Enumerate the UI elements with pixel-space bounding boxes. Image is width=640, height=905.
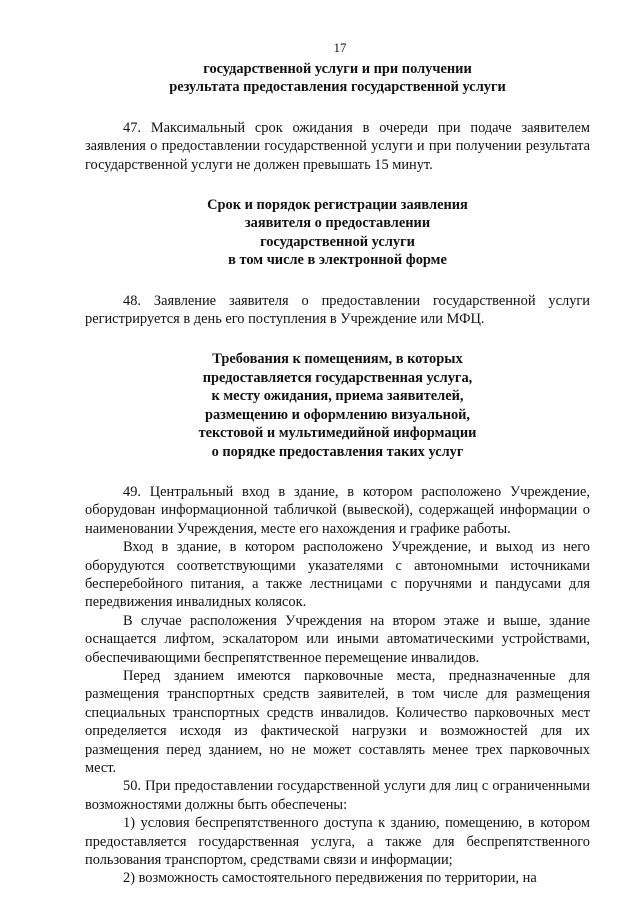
section-heading-continued — [85, 60, 590, 97]
paragraph-50: 50. При предоставлении государственной услуги для лиц с ограниченными возможностями должны быть обеспечены: — [85, 778, 590, 813]
section-heading-premises — [85, 350, 590, 460]
heading-line: Срок и порядок регистрации заявления — [207, 197, 468, 214]
heading-line: государственной услуги и при получении — [203, 61, 472, 77]
heading-line: в том числе в электронной форме — [228, 252, 447, 269]
section-heading-registration — [85, 196, 590, 270]
paragraph-49: 49. Центральный вход в здание, в котором расположено Учреждение, оборудован информационной табличкой (вывеской), содержащей информации о наименовании Учреждения, месте его нахождения и графике работы. — [85, 483, 590, 537]
paragraph-48: 48. Заявление заявителя о предоставлении государственной услуги регистрируется в день его поступления в Учреждение или МФЦ. — [85, 292, 590, 328]
paragraph-49-parking: Перед зданием имеются парковочные места, предназначенные для размещения транспортных средств заявителей, в том числе для размещения специальных транспортных средств инвалидов. Количество парковочных мест определяется исходя из фактической нагрузки и возможностей для их размещения перед зданием, но не может составлять менее трех парковочных мест. — [85, 667, 590, 776]
heading-line: о порядке предоставления таких услуг — [211, 443, 464, 460]
heading-line: размещению и оформлению визуальной, — [204, 406, 471, 423]
heading-line: Требования к помещениям, в которых — [212, 351, 463, 368]
heading-line: текстовой и мультимедийной информации — [198, 425, 477, 442]
page-number: 17 — [333, 40, 347, 55]
paragraph-49-entrance: Вход в здание, в котором расположено Учреждение, и выход из него оборудуются соответствующими указателями с автономными источниками бесперебойного питания, а также лестницами с поручнями и пандусами для передвижения инвалидных колясок. — [85, 539, 590, 611]
paragraph-49-elevator: В случае расположения Учреждения на втором этаже и выше, здание оснащается лифтом, эскалатором или иными автоматическими устройствами, обеспечивающими беспрепятственное перемещение инвалидов. — [85, 612, 590, 666]
paragraph-50-item-2: 2) возможность самостоятельного передвижения по территории, на — [123, 870, 537, 887]
page-content — [85, 60, 590, 888]
paragraph-50-item-1: 1) условия беспрепятственного доступа к зданию, помещению, в котором предоставляется государственная услуга, а также для беспрепятственного пользования транспортом, средствами связи и информации; — [85, 815, 590, 869]
heading-line: государственной услуги — [260, 233, 415, 250]
heading-line: предоставляется государственная услуга, — [202, 369, 473, 386]
heading-line: результата предоставления государственной услуги — [169, 79, 506, 96]
paragraph-47: 47. Максимальный срок ожидания в очереди при подаче заявителем заявления о предоставлении государственной услуги и при получении результата государственной услуги не должен превышать 15 минут. — [85, 119, 590, 173]
heading-line: к месту ожидания, приема заявителей, — [211, 388, 464, 405]
heading-line: заявителя о предоставлении — [244, 215, 431, 232]
